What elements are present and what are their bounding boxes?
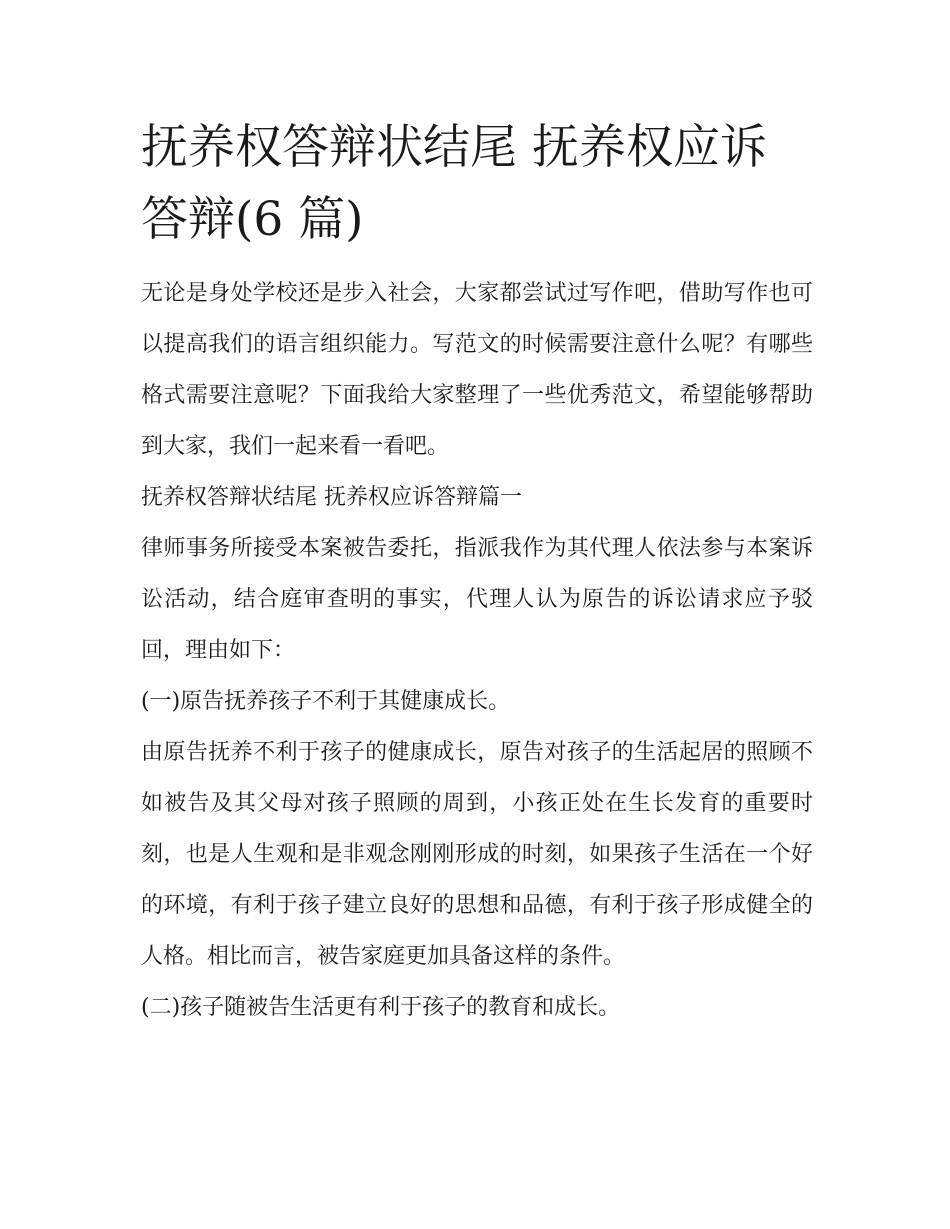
document-page [141,112,813,1033]
body-paragraph: 律师事务所接受本案被告委托，指派我作为其代理人依法参与本案诉讼活动，结合庭审查明的事实，代理人认为原告的诉讼请求应予驳回，理由如下： [141,536,813,663]
point-2-heading: (二)孩子随被告生活更有利于孩子的教育和成长。 [141,995,621,1020]
point-1-body: 由原告抚养不利于孩子的健康成长，原告对孩子的生活起居的照顾不如被告及其父母对孩子照顾的周到，小孩正处在生长发育的重要时刻，也是人生观和是非观念刚刚形成的时刻，如果孩子生活在一个好的环境，有利于孩子建立良好的思想和品德，有利于孩子形成健全的人格。相比而言，被告家庭更加具备这样的条件。 [141,740,813,969]
point-1-heading: (一)原告抚养孩子不利于其健康成长。 [141,689,511,714]
section-heading: 抚养权答辩状结尾 抚养权应诉答辩篇一 [141,485,522,510]
intro-paragraph: 无论是身处学校还是步入社会，大家都尝试过写作吧，借助写作也可以提高我们的语言组织能力。写范文的时候需要注意什么呢？有哪些格式需要注意呢？下面我给大家整理了一些优秀范文，希望能够帮助到大家，我们一起来看一看吧。 [141,281,813,459]
document-title: 抚养权答辩状结尾 抚养权应诉答辩(6 篇) [141,120,767,247]
